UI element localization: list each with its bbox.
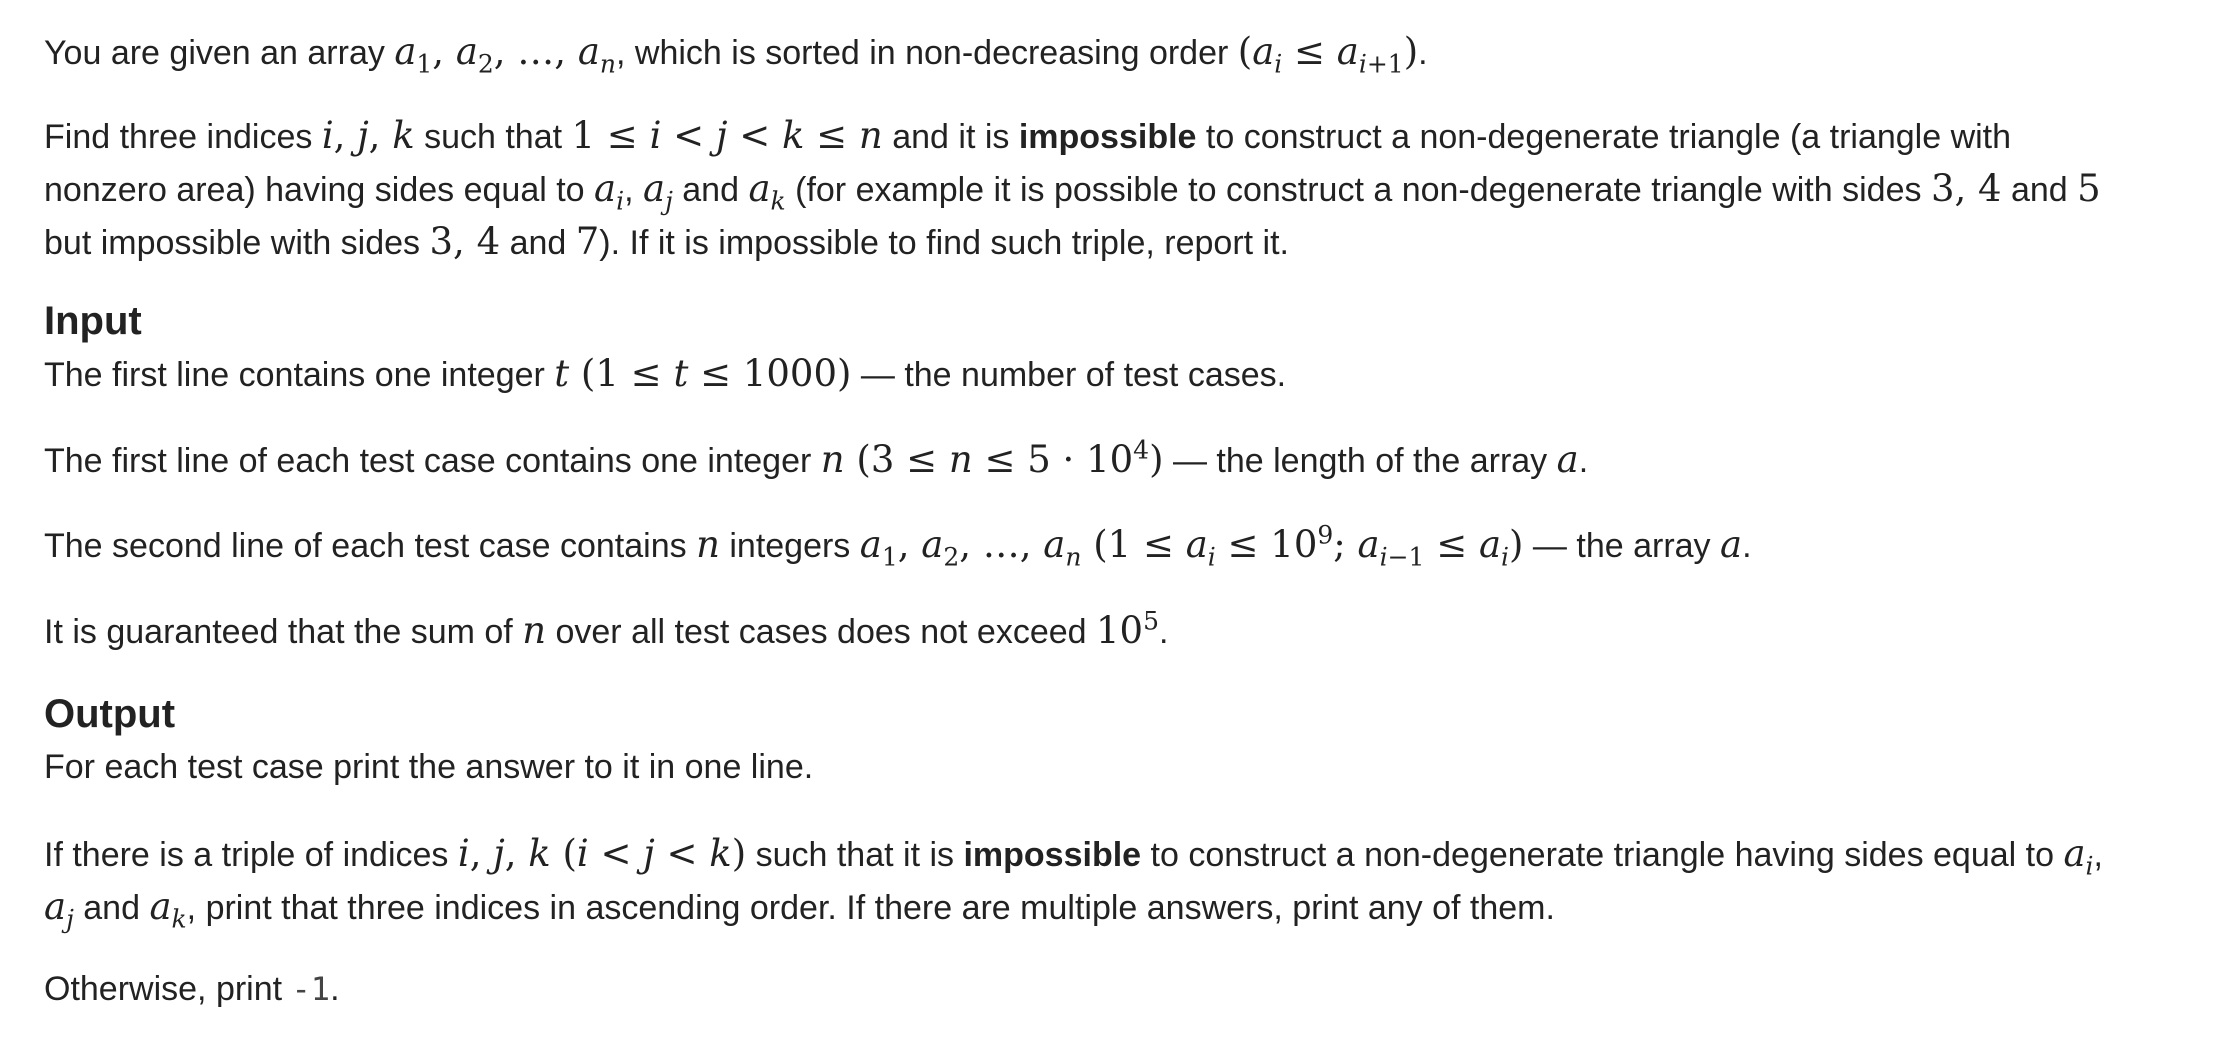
math-sorted-condition: $(a_i \le a_{i+1})$ [1237, 30, 1419, 79]
math-index-order: 1 ≤ i < j < k ≤ n [571, 114, 883, 157]
output-paragraph-3: Otherwise, print -1. [44, 970, 340, 1008]
input-heading: Input [44, 299, 142, 343]
input-paragraph-t: The first line contains one integer t (1 ≤ t ≤ 1000) — the number of test cases. [44, 352, 1287, 395]
input-paragraph-sum: It is guaranteed that the sum of n over all test cases does not exceed $10^5$. [44, 606, 1169, 652]
output-heading: Output [44, 692, 176, 736]
input-paragraph-array: The second line of each test case contains n integers $a_1$, $a_2$, …, $a_n$ ($1 \le a_i \le 10^9$; $a_{i-1} \le a_i$) — the array a. [44, 520, 1752, 572]
impossible-emphasis: impossible [963, 836, 1142, 874]
impossible-emphasis: impossible [1018, 118, 1197, 156]
code-minus-one: -1 [291, 970, 331, 1008]
output-paragraph-1: For each test case print the answer to it in one line. [44, 748, 814, 786]
math-array: $a_1$, $a_2$, …, $a_n$ [394, 30, 616, 79]
math-indices: i, j, k [321, 114, 415, 157]
statement-paragraph-2: Find three indices i, j, k such that 1 ≤ i < j < k ≤ n and it is impossible to construct a non-degenerate triangle (a triangle with nonzero area) having sides equal to $a_i$, $a_j$ and $a_k$ (for example it is possible to construct a non-degenerate triangle with sides 3, 4 and 5 but impossible with sides 3, 4 and 7). If it is impossible to find such triple, report it. [44, 114, 2101, 263]
output-paragraph-2: If there is a triple of indices i, j, k (i < j < k) such that it is impossible to construct a non-degenerate triangle having sides equal to $a_i$, $a_j$ and $a_k$, print that three indices in ascending order. If there are multiple answers, print any of them. [44, 832, 2103, 934]
input-paragraph-n: The first line of each test case contains one integer n $(3 \le n \le 5 \cdot 10^4)$ — the length of the array a. [44, 435, 1589, 481]
statement-paragraph-1: You are given an array $a_1$, $a_2$, …, $a_n$, which is sorted in non-decreasing order $(a_i \le a_{i+1})$. [44, 30, 1428, 79]
